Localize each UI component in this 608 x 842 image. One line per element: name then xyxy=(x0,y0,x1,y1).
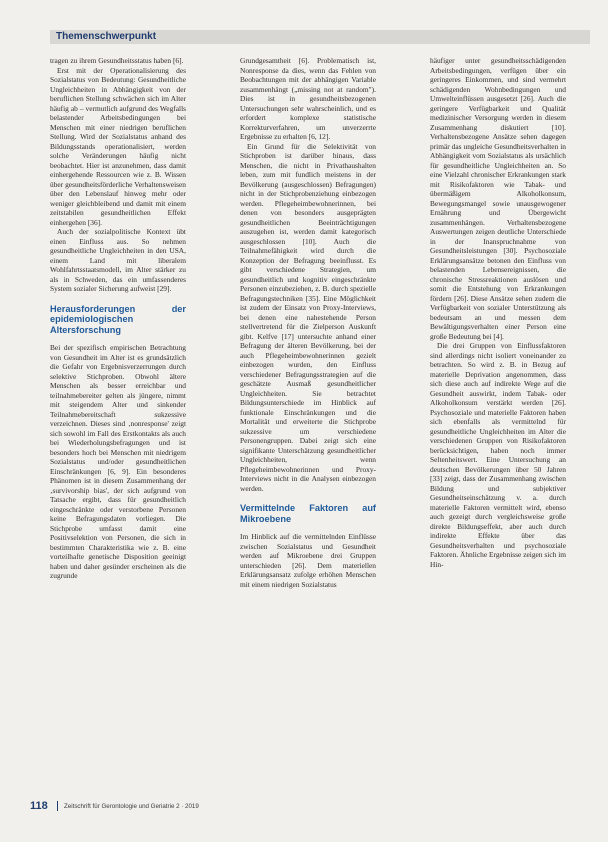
section-header-bar xyxy=(50,30,590,44)
paragraph: tragen zu ihrem Gesundheitsstatus haben [6]. xyxy=(50,56,184,65)
paragraph: Auch der sozialpolitische Kontext übt einen Einfluss aus. So nehmen gesundheitliche Ungleichheiten in den USA, einem Land mit liberalem Wohlfahrtsstaatsmodell, im Alter stärker zu als in Schweden, das ein umfassenderes System sozialer Sicherung aufweist [29]. xyxy=(50,227,186,293)
text-column-1 xyxy=(50,56,186,581)
paragraph: Grundgesamtheit [6]. Problematisch ist, Nonresponse da dies, wenn das Fehlen von Beobachtungen mit der abhängigen Variable zusammenhängt („missing not at random"). Dies ist in gesundheitsbezogenen Untersuchungen sehr wahrscheinlich, und es erfordert komplexe statistische Korrekturverfahren, um unverzerrte Ergebnisse zu erhalten [6, 12]. xyxy=(240,56,376,141)
paragraph: häufiger unter gesundheitsschädigenden Arbeitsbedingungen, verfügen über ein geringeres Einkommen, und sind vermehrt schädigenden Wohnbedingungen und Umwelteinflüssen ausgesetzt [26]. Auch die geringere Verfügbarkeit und Qualität medizinischer Versorgung werden in diesem Zusammenhang diskutiert [10]. Verhaltensbezogene Ansätze sehen dagegen primär das ungleiche Gesundheitsverhalten in Abhängigkeit vom Sozialstatus als ursächlich für gesundheitliche Ungleichheiten an. So eine Vielzahl chronischer Erkrankungen stark mit Risikofaktoren wie Tabak- und übermäßigem Alkoholkonsum, Bewegungsmangel sowie unausgewogener Ernährung und Übergewicht zusammenhängen. Verhaltensbezogene Auswertungen zeigen deutliche Unterschiede in der Inanspruchnahme von Gesundheitsleistungen [30]. Psychosoziale Erklärungsansätze betonen den Einfluss von belastenden Lebensereignissen, die chronische Stressreaktionen auslösen und somit die Entstehung von Erkrankungen fördern [26]. Diese Ansätze sehen zudem die Verfügbarkeit von sozialer Unterstützung als bedeutsam an und messen dem Bewältigungsverhalten einer Person eine große Bedeutung bei [4]. xyxy=(430,56,566,341)
section-heading: Herausforderungen der epidemiologischen Altersforschung xyxy=(50,303,186,335)
journal-citation: Zeitschrift für Gerontologie und Geriatrie 2 · 2019 xyxy=(64,803,199,810)
paragraph: Im Hinblick auf die vermittelnden Einflüsse zwischen Sozialstatus und Gesundheit werden auf Mikroebene drei Gruppen unterschieden [26]. Dem materiellen Erklärungsansatz zufolge erhöhen Menschen mit einem niedrigen Sozialstatus xyxy=(240,532,376,589)
page-footer xyxy=(30,800,590,812)
text-column-3 xyxy=(430,56,566,569)
footer-divider xyxy=(57,801,58,811)
paragraph: Bei der spezifisch empirischen Betrachtung von Gesundheit im Alter ist es grundsätzlich die Gefahr von Ergebnisverzerrungen durch selektive Stichproben. Obwohl ältere Menschen als besser erreichbar und teilnahmebereiter gelten als jüngere, nimmt mit steigendem Alter und sinkender Teilnahmebereitschaft sukzessive verzeichnen. Dieses sind ‚nonresponse' zeigt sich sowohl im Fall des Erstkontakts als auch bei Wiederholungsbefragungen und ist besonders hoch bei Menschen mit niedrigem Sozialstatus und/oder gesundheitlichen Einschränkungen [6, 9]. Ein besonderes Phänomen ist in diesem Zusammenhang der ‚survivorship bias', der sich aufgrund von Tatsache ergibt, dass für gesundheitlich eingeschränkte oder verstorbene Personen keine Befragungsdaten vorliegen. Die Stichprobe umfasst damit eine Positivselektion von Personen, die sich in bestimmten Charakteristika wie z. B. eine vorteilhafte genetische Disposition geeinigt haben und daher gesünder erscheinen als die zugrunde xyxy=(50,343,186,581)
section-label: Themenschwerpunkt xyxy=(56,31,157,42)
section-heading: Vermittelnde Faktoren auf Mikroebene xyxy=(240,503,376,524)
text-column-2 xyxy=(240,56,376,589)
paragraph: Erst mit der Operationalisierung des Sozialstatus von Bedeutung: Gesundheitliche Ungleichheiten in Abhängigkeit von der beruflichen Stellung schwächen sich im Alter häufig ab – vermutlich aufgrund des Wegfalls belastender Arbeitsbedingungen bei Menschen mit einer niedrigen beruflichen Stellung. Wird der Sozialstatus anhand des Bildungsstands operationalisiert, werden solche Veränderungen häufig nicht beobachtet. Hier ist anzunehmen, dass damit einhergehende Ressourcen wie z. B. Wissen über gesundheitsförderliche Verhaltensweisen über den Lebenslauf hinweg mehr oder weniger gleichbleibend und damit mit einem zeitstabilen gesundheitlichen Effekt einhergehen [36]. xyxy=(50,65,186,227)
paragraph: Die drei Gruppen von Einflussfaktoren sind allerdings nicht isoliert voneinander zu betrachten. So wird z. B. in Bezug auf materielle Deprivation angenommen, dass sich diese auch auf indirekte Wege auf die Gesundheit auswirkt, indem Tabak- oder Alkoholkonsum verstärkt werden [26]. Psychosoziale und materielle Faktoren haben sich ebenfalls als vermittelnd für gesundheitliche Ungleichheiten im Alter die verschiedenen Gruppen von Risikofaktoren berücksichtigen, haben noch immer Seltenheitswert. Eine Untersuchung an deutschen Bevölkerungen über 50 Jahren [33] zeigt, dass der Zusammenhang zwischen Bildung und subjektiver Gesundheitseinschätzung v. a. durch materielle Faktoren vermittelt wird, ebenso auch gezeigt durch vergleichsweise große direkte Bildungseffekt, aber auch durch indirekte Effekte über das Gesundheitsverhalten und psychosoziale Faktoren. Ähnliche Ergebnisse zeigen sich im Hin- xyxy=(430,341,566,569)
page-number: 118 xyxy=(30,800,48,812)
paragraph: Ein Grund für die Selektivität von Stichproben ist darüber hinaus, dass Menschen, die nicht in Privathaushalten leben, zum mit fundlich meistens in der Bevölkerung (ausgeschlossen) Befragungen) nicht in der Stichprobenziehung einbezogen werden. Pflegeheimbewohnerinnen, bei denen von besonders ausgeprägten gesundheitlichen Beeinträchtigungen auszugehen ist, werden damit kategorisch ausgeschlossen [10]. Auch die Teilnahmefähigkeit wird durch die Konzeption der Befragung beeinflusst. Es gibt verschiedene Strategien, um gesundheitlich und kognitiv eingeschränkte Personen einzubeziehen, z. B. durch spezielle Befragungstechniken [35]. Eine Möglichkeit ist zudem der Einsatz von Proxy-Interviews, bei denen eine nahestehende Person stellvertretend für die Zielperson Auskunft gibt. Kelfve [17] untersuchte anhand einer Befragung der älteren Bevölkerung, bei der auch Pflegeheimbewohnerinnen gezielt einbezogen wurden, den Einfluss verschiedener Befragungsstrategien auf die geschätzte Ausmaß gesundheitlicher Ungleichheiten. Sie betrachtet Bildungsunterschiede im Hinblick auf funktionale Einschränkungen und die Mortalität und erweiterte die Stichprobe sukzessive um verschiedene Personengruppen. Dabei zeigt sich eine signifikante Unterschätzung gesundheitlicher Ungleichheiten, wenn Pflegeheimbewohnerinnen und Proxy-Interviews nicht in die Analysen einbezogen werden. xyxy=(240,141,376,493)
